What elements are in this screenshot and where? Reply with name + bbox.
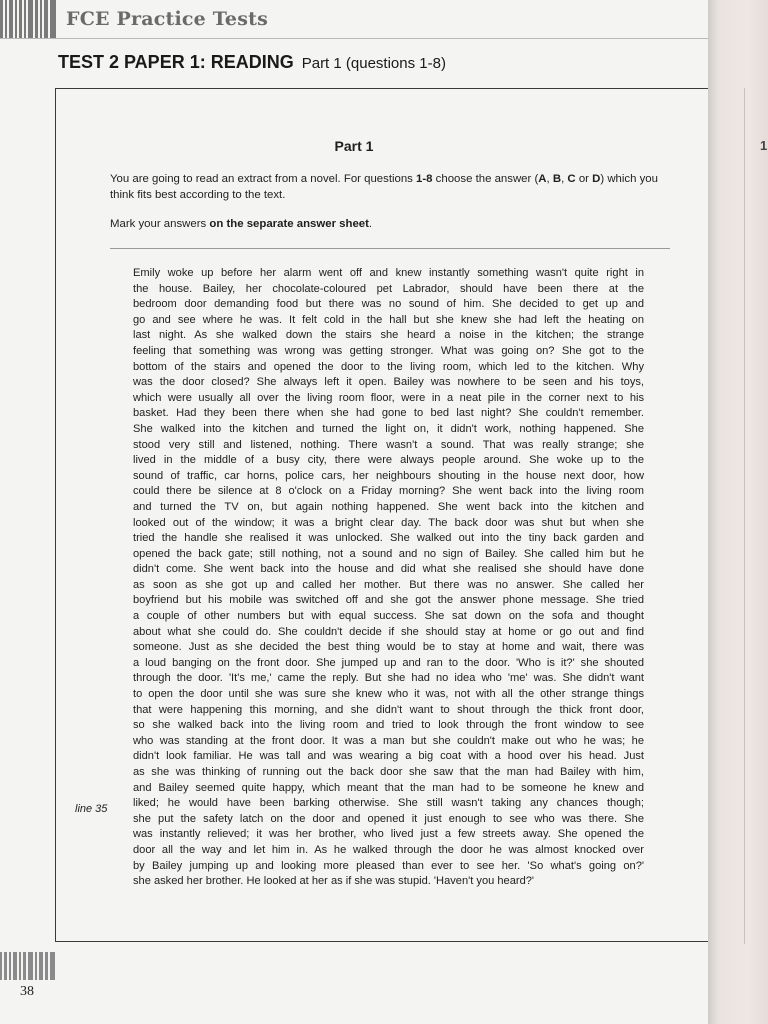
separator: , <box>561 173 568 185</box>
page-number: 38 <box>20 984 34 999</box>
option-d: D <box>592 173 601 185</box>
mark-answers-text: . <box>368 218 373 230</box>
instructions-text: You are going to read an extract from a novel. For questions <box>110 173 417 185</box>
facing-page-edge <box>708 0 768 1024</box>
passage-line: basket. Had they been there when she had gone to bed last night? She couldn't remember. <box>133 407 644 420</box>
passage-line: a loud banging on the front door. She jumped up and ran to the door. 'Who is it?' she shouted <box>133 656 644 669</box>
thumb-index-bottom <box>0 952 58 980</box>
passage-line: door all the way and let him in. As he walked through the door he was almost knocked over <box>133 843 644 856</box>
passage-line: and turned the TV on, but again nothing happened. She went back into the kitchen and <box>133 500 644 513</box>
passage-line: she put the safety latch on the door and opened it just enough to see who was there. She <box>133 812 644 825</box>
passage-line: didn't come. She went back into the house and did what she realised she should have done <box>133 563 644 576</box>
mark-answers-instruction <box>110 218 670 230</box>
passage-line: she asked her brother. He looked at her as if she was stupid. 'Haven't you heard?' <box>133 875 535 888</box>
facing-page-mark: 1 <box>760 138 768 153</box>
line-marker: line 35 <box>75 803 108 815</box>
passage-line: Emily woke up before her alarm went off and knew instantly something wasn't quite right in <box>133 267 644 279</box>
passage-line: and Bailey seemed quite happy, which meant that the man had to be someone he knew and <box>133 781 644 794</box>
passage-line: tried the handle she realised it was unlocked. She walked out into the tiny back garden and <box>133 532 644 545</box>
test-label: TEST 2 PAPER 1: READING <box>58 52 294 72</box>
passage-line: sound of traffic, car horns, police cars, her neighbours shouting in the house next door, how <box>133 469 644 482</box>
mark-answers-text: Mark your answers <box>110 218 210 230</box>
section-divider <box>110 248 670 249</box>
reading-passage <box>133 266 644 890</box>
option-b: B <box>552 173 562 185</box>
thumb-index-top <box>0 0 58 38</box>
passage-line: was instantly relieved; it was her brother, who lived just a few streets away. She opened the <box>133 828 644 841</box>
passage-line: through the door. 'It's me,' came the reply. But she had no idea who 'me' was. She didn't want <box>133 672 644 685</box>
passage-line: didn't look familiar. He was tall and was wearing a big coat with a hood over his head. Just <box>133 750 644 763</box>
passage-line: last night. As she walked down the stairs she heard a noise in the kitchen; the strange <box>133 329 644 342</box>
header-rule <box>0 38 708 39</box>
facing-page-frame-edge <box>744 88 745 944</box>
option-c: C <box>567 173 576 185</box>
option-a: A <box>538 173 547 185</box>
passage-line: to open the door until she was sure she knew who it was, not with all the other strange things <box>133 688 644 701</box>
passage-line: could there be silence at 8 o'clock on a Friday morning? She went back into the living room <box>133 485 644 498</box>
passage-line: someone. Just as she decided the best thing would be to stay at home and wait, there was <box>133 641 644 654</box>
question-range: 1-8 <box>416 173 433 185</box>
instructions-text: ) which you think fits best according to the text. <box>110 173 658 201</box>
passage-line: feeling that something was wrong was getting stronger. What was going on? She got to the <box>133 344 644 357</box>
test-subtitle: Part 1 (questions 1-8) <box>301 55 446 72</box>
passage-line: about what she could do. She couldn't decide if she should stay at home or go out and find <box>133 625 644 638</box>
passage-line: by Bailey jumping up and looking more pleased than ever to see her. 'So what's going on?' <box>133 859 644 872</box>
instructions-text: choose the answer ( <box>432 173 539 185</box>
passage-line: She walked into the kitchen and turned the light on, it didn't work, nothing happened. She <box>133 422 644 435</box>
passage-line: was the door closed? She always left it open. Bailey was nowhere to be seen and his toys, <box>133 376 644 389</box>
passage-line: opened the back gate; still nothing, not a sound and no sign of Bailey. She called him but he <box>133 547 644 560</box>
series-title: FCE Practice Tests <box>66 8 268 30</box>
passage-line: go and see where he was. It felt cold in the hall but she knew she had left the heating on <box>133 313 644 326</box>
passage-line: lived in the middle of a busy city, there were always people around. She woke up to the <box>133 454 644 467</box>
separator: , <box>546 173 553 185</box>
passage-line: liked; he would have been barking otherwise. She still wasn't taking any chances though; <box>133 797 644 810</box>
test-heading <box>58 52 446 73</box>
instructions <box>110 171 672 203</box>
passage-line: that were happening this morning, and she didn't want to shout through the thick front door, <box>133 703 644 716</box>
part-title: Part 1 <box>334 138 374 154</box>
passage-line: so she walked back into the living room and tried to look through the front window to see <box>133 719 644 732</box>
passage-line: bedroom door demanding food but there was no sound of him. She decided to get up and <box>133 298 644 311</box>
passage-line: the house. Bailey, her chocolate-coloured pet Labrador, should have been there at the <box>133 282 644 295</box>
passage-line: as she was thinking of running out the back door she saw that the man had Bailey with him, <box>133 766 644 778</box>
passage-line: bottom of the stairs and opened the door to the living room, which led to the kitchen. Why <box>133 360 644 373</box>
passage-line: a couple of other numbers but with equal success. She sat down on the sofa and thought <box>133 610 644 623</box>
passage-line: boyfriend but his mobile was switched off and she got the answer phone message. She tried <box>133 594 644 607</box>
passage-line: who was standing at the front door. It was a man but she couldn't make out who he was; he <box>133 734 644 747</box>
passage-line: which were usually all over the living room floor, were in a neat pile in the corner next to his <box>133 391 644 404</box>
passage-line: looked out of the window; it was a bright clear day. The back door was shut but when she <box>133 516 644 529</box>
passage-line: as soon as she got up and called her mother. But there was no answer. She called her <box>133 578 644 591</box>
passage-line: stood very still and listened, nothing. There wasn't a sound. That was really strange; she <box>133 438 644 451</box>
answer-sheet-emphasis: on the separate answer sheet <box>209 218 369 230</box>
separator: or <box>575 173 593 185</box>
